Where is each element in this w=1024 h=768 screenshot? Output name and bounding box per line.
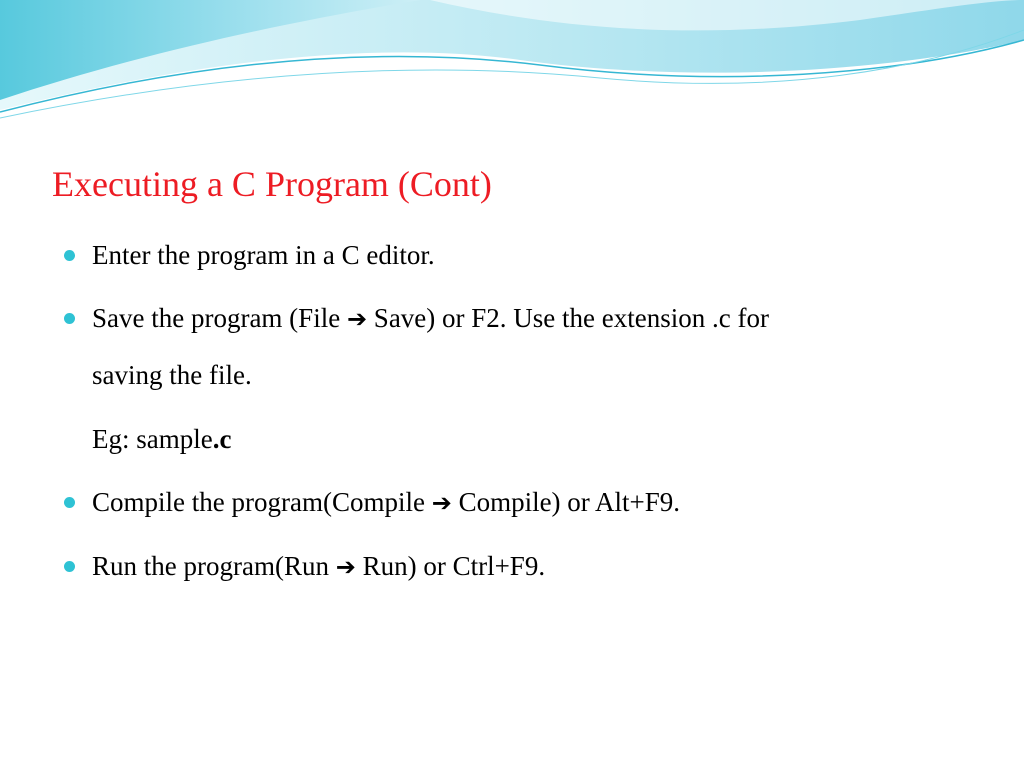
- bullet-text: Save) or F2. Use the extension .c for: [367, 303, 769, 333]
- arrow-right-icon: ➔: [335, 553, 356, 581]
- example-line: [92, 422, 231, 456]
- bullet-text: Compile the program(Compile: [92, 487, 432, 517]
- bullet-text: Enter the program in a C editor.: [92, 240, 435, 270]
- bullet-text: Run) or Ctrl+F9.: [355, 551, 546, 581]
- bullet-text: Run the program(Run: [92, 551, 336, 581]
- bullet-text: saving the file.: [92, 360, 252, 390]
- slide-title: Executing a C Program (Cont): [52, 164, 492, 204]
- arrow-right-icon: ➔: [346, 305, 368, 333]
- bullet-item-compile-program: [92, 485, 680, 520]
- bullet-dot: [64, 313, 75, 324]
- bullet-item-run-program: [92, 549, 545, 584]
- bullet-item-save-program: [92, 301, 769, 336]
- arrow-right-icon: ➔: [431, 489, 452, 517]
- bullet-text: Save the program (File: [92, 303, 347, 333]
- example-prefix: Eg: sample: [92, 424, 213, 454]
- bullet-item-enter-program: [92, 238, 435, 272]
- bullet-continuation: [92, 358, 252, 392]
- example-extension: .c: [212, 424, 232, 454]
- bullet-text: Compile) or Alt+F9.: [451, 487, 681, 517]
- bullet-dot: [64, 561, 75, 572]
- bullet-dot: [64, 250, 75, 261]
- bullet-dot: [64, 497, 75, 508]
